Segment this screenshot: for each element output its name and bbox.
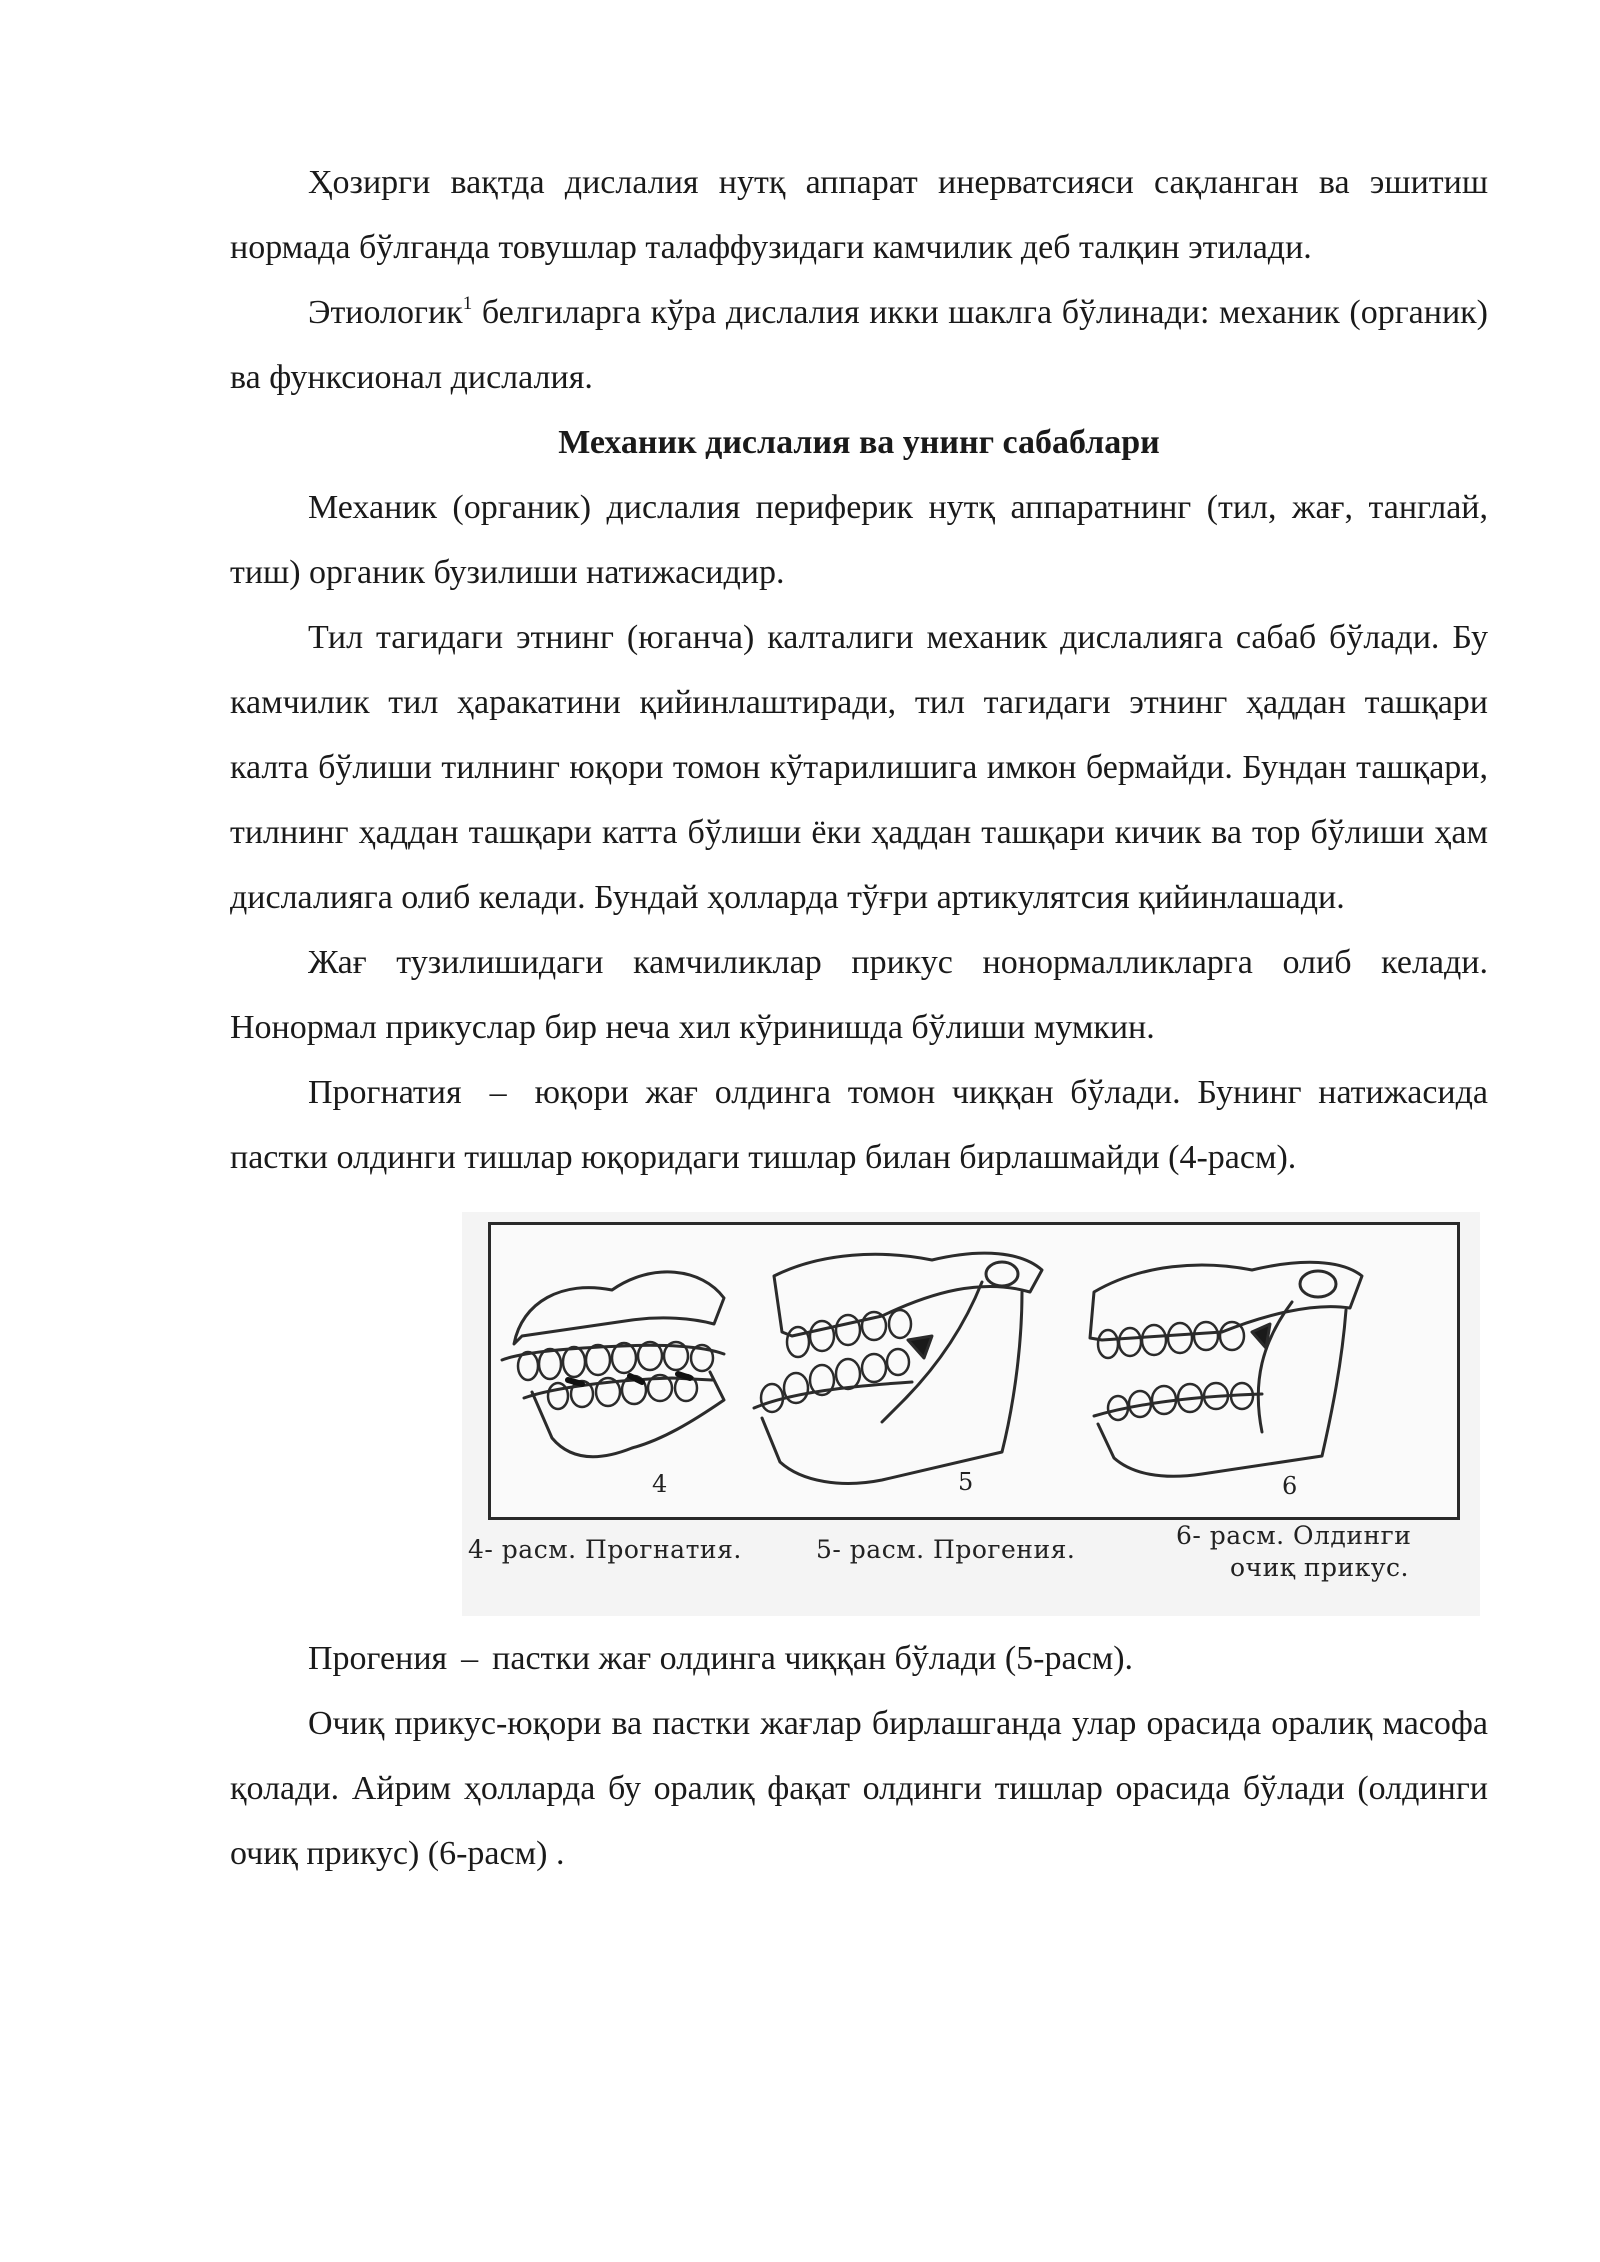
caption-6-line-1: 6- расм. Олдинги bbox=[1176, 1521, 1412, 1550]
section-heading: Механик дислалия ва унинг сабаблари bbox=[558, 424, 1160, 461]
jaw-progenia-drawing-icon bbox=[754, 1253, 1042, 1483]
paragraph-1: Ҳозирги вақтда дислалия нутқ аппарат инерватсияси сақланган ва эшитиш нормада бўлганда товушлар талаффузидаги камчилик деб талқин этилади. bbox=[230, 164, 1488, 266]
term-prognathia: Прогнатия bbox=[308, 1074, 462, 1111]
dash: – bbox=[489, 1074, 507, 1111]
term-progenia: Прогения bbox=[308, 1640, 448, 1677]
caption-4: 4- расм. Прогнатия. bbox=[468, 1535, 742, 1564]
caption-5: 5- расм. Прогения. bbox=[816, 1535, 1076, 1564]
paragraph-8: Очиқ прикус-юқори ва пастки жағлар бирлашганда улар орасида оралиқ масофа қолади. Айрим ҳолларда бу оралиқ фақат олдинги тишлар орасида бўлади (олдинги очиқ прикус) (6-расм) . bbox=[230, 1705, 1488, 1872]
paragraph-2 bbox=[230, 280, 1488, 410]
paragraph-6-rest: юқори жағ олдинга томон чиққан бўлади. Бунинг натижасида пастки олдинги тишлар юқоридаги тишлар билан бирлашмайди (4-расм). bbox=[230, 1074, 1488, 1176]
paragraph-3: Механик (органик) дислалия периферик нутқ аппаратнинг (тил, жағ, танглай, тиш) органик бузилиши натижасидир. bbox=[230, 489, 1488, 591]
dash: – bbox=[461, 1640, 479, 1677]
paragraph-6 bbox=[230, 1060, 1488, 1190]
paragraph-5: Жағ тузилишидаги камчиликлар прикус нонормалликларга олиб келади. Нонормал прикуслар бир неча хил кўринишда бўлиши мумкин. bbox=[230, 944, 1488, 1046]
figure-number-6: 6 bbox=[1282, 1472, 1298, 1500]
figure-number-5: 5 bbox=[958, 1468, 974, 1496]
paragraph-4: Тил тагидаги этнинг (юганча) калталиги механик дислалияга сабаб бўлади. Бу камчилик тил ҳаракатини қийинлаштиради, тил тагидаги этнинг ҳаддан ташқари калта бўлиши тилнинг юқори томон кўтарилишига имкон бермайди. Бундан ташқари, тилнинг ҳаддан ташқари катта бўлиши ёки ҳаддан ташқари кичик ва тор бўлиши ҳам дислалияга олиб келади. Бундай ҳолларда тўғри артикулятсия қийинлашади. bbox=[230, 619, 1488, 916]
jaw-open-bite-drawing-icon bbox=[1090, 1262, 1362, 1476]
document-page bbox=[230, 150, 1488, 1886]
paragraph-2-rest: белгиларга кўра дислалия икки шаклга бўлинади: механик (органик) ва функсионал дислалия. bbox=[230, 294, 1488, 396]
caption-6-line-2: очиқ прикус. bbox=[1230, 1553, 1409, 1582]
jaw-figure bbox=[462, 1212, 1480, 1616]
etiology-word: Этиологик bbox=[308, 294, 463, 331]
jaw-prognathia-drawing-icon bbox=[502, 1272, 724, 1457]
footnote-marker: 1 bbox=[462, 292, 473, 314]
paragraph-7-rest: пастки жағ олдинга чиққан бўлади (5-расм). bbox=[492, 1640, 1134, 1677]
figure-number-4: 4 bbox=[652, 1470, 668, 1498]
paragraph-7 bbox=[230, 1626, 1488, 1691]
